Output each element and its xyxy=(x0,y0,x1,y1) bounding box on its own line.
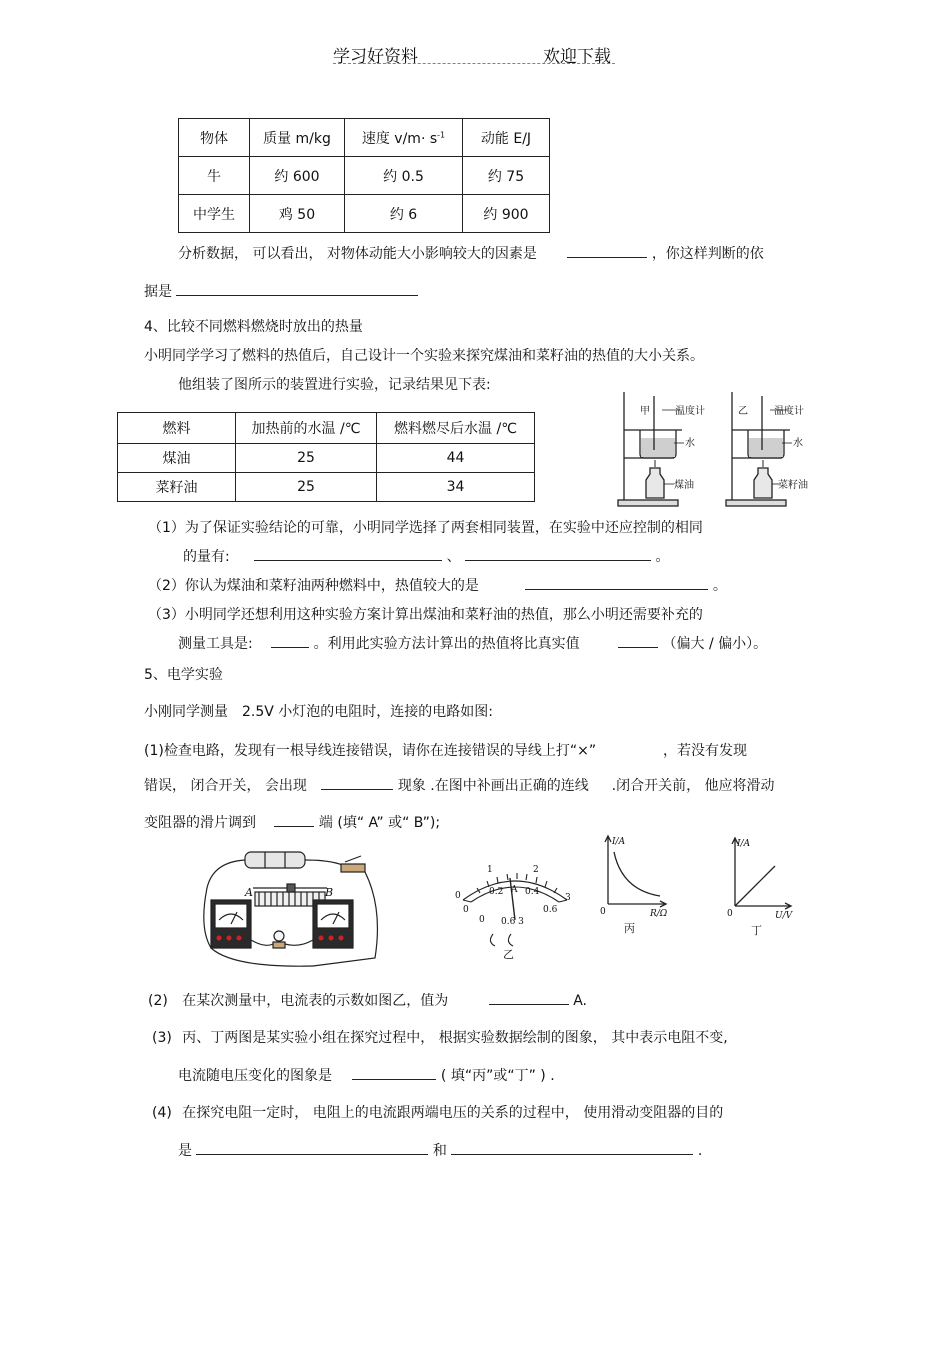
graph-ding-origin: 0 xyxy=(727,909,733,919)
answer-blank-phenomenon[interactable] xyxy=(321,775,393,790)
answer-blank-q54-b[interactable] xyxy=(451,1140,693,1155)
table1-header-object: 物体 xyxy=(179,119,250,157)
q52-num: (2) xyxy=(148,993,168,1009)
q52-end: A. xyxy=(573,993,587,1009)
q43-mid: 。利用此实验方法计算出的热值将比真实值 xyxy=(313,636,580,652)
s5p1e: .闭合开关前， 他应将滑动 xyxy=(611,778,775,794)
meter-tick-bottom-0: 0 xyxy=(463,905,469,915)
meter-tick-bottom-2: 0.4 xyxy=(525,887,540,897)
graph-bing-x-label: R/Ω xyxy=(650,909,668,919)
answer-blank-slider-end[interactable] xyxy=(274,812,314,827)
section4-title: 4、比较不同燃料燃烧时放出的热量 xyxy=(144,319,363,335)
answer-blank-q41-a[interactable] xyxy=(254,546,442,561)
analysis-line1 xyxy=(178,243,764,263)
header-right: 欢迎下载 xyxy=(543,47,611,67)
q41-label: 的量有: xyxy=(183,549,230,565)
analysis-line2 xyxy=(144,281,418,301)
section5-intro: 小刚同学测量 2.5V 小灯泡的电阻时，连接的电路如图: xyxy=(144,704,494,720)
table1-cell: 中学生 xyxy=(179,195,250,233)
s5p1a: (1)检查电路，发现有一根导线连接错误，请你在连接错误的导线上打“×” xyxy=(144,743,597,759)
graph-ding-caption: 丁 xyxy=(751,924,762,937)
graph-ding xyxy=(725,834,805,940)
meter-tick-top-1: 1 xyxy=(487,865,493,875)
q53-c: ( 填“丙”或“丁” ) . xyxy=(440,1068,555,1084)
analysis-text-a: 分析数据， 可以看出， 对物体动能大小影响较大的因素是 xyxy=(178,246,537,262)
table1-cell: 约 900 xyxy=(463,195,550,233)
question-4-1a: （1）为了保证实验结论的可靠，小明同学选择了两套相同装置，在实验中还应控制的相同 xyxy=(148,520,703,536)
s5p1d: 现象 .在图中补画出正确的连线 xyxy=(397,778,589,794)
section5-p1-line2 xyxy=(144,775,775,795)
section5-p1-line3 xyxy=(144,812,440,832)
question-4-2 xyxy=(148,575,727,595)
apparatus-fuel-left: 煤油 xyxy=(674,480,694,491)
heating-apparatus-figure xyxy=(612,388,817,510)
graph-bing-origin: 0 xyxy=(600,907,606,917)
meter-caption: 乙 xyxy=(503,948,514,960)
graph-ding-y-label: I/A xyxy=(737,839,751,849)
meter-tick-top-3: 3 xyxy=(565,893,571,903)
question-5-4a xyxy=(152,1102,723,1122)
table1-header-mass: 质量 m/kg xyxy=(250,119,345,157)
apparatus-water-right: 水 xyxy=(793,438,803,449)
q54-mid: 和 xyxy=(432,1143,447,1159)
s5p1g: 端 (填“ A” 或“ B”); xyxy=(318,815,441,831)
question-5-3a xyxy=(152,1027,728,1047)
q43-end: （偏大 / 偏小）。 xyxy=(662,636,768,652)
q53-num: (3) xyxy=(152,1030,172,1046)
q41-end: 。 xyxy=(655,549,670,565)
answer-blank-q42[interactable] xyxy=(525,575,708,590)
header-left: 学习好资料 xyxy=(333,47,418,67)
section4-intro2: 他组装了图所示的装置进行实验，记录结果见下表: xyxy=(178,377,491,393)
q53-b: 电流随电压变化的图象是 xyxy=(178,1068,332,1084)
analysis-text-b: ，你这样判断的依 xyxy=(651,246,764,262)
question-4-3a: （3）小明同学还想利用这种实验方案计算出煤油和菜籽油的热值，那么小明还需要补充的 xyxy=(148,607,703,623)
answer-blank-q43-tool[interactable] xyxy=(271,633,309,648)
kinetic-energy-table xyxy=(178,118,550,233)
q52-text: 在某次测量中，电流表的示数如图乙，值为 xyxy=(182,993,449,1009)
apparatus-water-left: 水 xyxy=(685,438,695,449)
apparatus-thermometer-right: 温度计 xyxy=(774,406,804,417)
table1-cell: 约 6 xyxy=(345,195,463,233)
apparatus-fuel-right: 菜籽油 xyxy=(778,480,808,491)
question-5-3b xyxy=(178,1065,555,1085)
fuel-table-cell: 菜籽油 xyxy=(118,473,236,502)
header-underline xyxy=(333,63,615,64)
answer-blank-q43-compare[interactable] xyxy=(618,633,658,648)
table1-header-speed-text: 速度 v/m· s xyxy=(361,130,438,147)
s5p1b: ，若没有发现 xyxy=(662,743,747,759)
meter-tick-bottom-1: 0.2 xyxy=(489,887,504,897)
question-4-3b xyxy=(178,633,767,653)
fuel-table-cell: 煤油 xyxy=(118,444,236,473)
q54-end: . xyxy=(697,1143,703,1159)
fuel-table-header: 燃料燃尽后水温 /℃ xyxy=(377,413,535,444)
section5-title: 5、电学实验 xyxy=(144,667,223,683)
fuel-table-header: 加热前的水温 /℃ xyxy=(236,413,377,444)
meter-tick-top-0: 0 xyxy=(455,891,461,901)
fuel-table-cell: 25 xyxy=(236,444,377,473)
circuit-figure xyxy=(193,848,388,970)
s5p1c: 错误， 闭合开关， 会出现 xyxy=(144,778,307,794)
answer-blank-q53[interactable] xyxy=(352,1065,436,1080)
apparatus-tag-left: 甲 xyxy=(640,406,650,417)
apparatus-thermometer-left: 温度计 xyxy=(675,406,705,417)
answer-blank-q41-b[interactable] xyxy=(465,546,651,561)
graph-bing-caption: 丙 xyxy=(624,922,635,935)
fuel-table xyxy=(117,412,535,502)
apparatus-tag-right: 乙 xyxy=(738,406,748,417)
section5-p1-line1 xyxy=(144,740,747,760)
meter-tick-top-2: 2 xyxy=(533,865,539,875)
s5p1f: 变阻器的滑片调到 xyxy=(144,815,256,831)
q43-label: 测量工具是: xyxy=(178,636,253,652)
answer-blank-q54-a[interactable] xyxy=(196,1140,428,1155)
table1-cell: 约 75 xyxy=(463,157,550,195)
meter-unit: A xyxy=(511,885,518,895)
analysis-text-c: 据是 xyxy=(144,284,172,300)
graph-bing-y-label: I/A xyxy=(612,837,626,847)
q54-text: 在探究电阻一定时， 电阻上的电流跟两端电压的关系的过程中， 使用滑动变阻器的目的 xyxy=(182,1105,724,1121)
section4-intro: 小明同学学习了燃料的热值后，自己设计一个实验来探究煤油和菜籽油的热值的大小关系。 xyxy=(144,348,704,364)
q42-text: （2）你认为煤油和菜籽油两种燃料中，热值较大的是 xyxy=(148,578,479,594)
table1-cell: 鸡 50 xyxy=(250,195,345,233)
fuel-table-header: 燃料 xyxy=(118,413,236,444)
ammeter-dial-figure xyxy=(453,862,578,960)
question-5-2 xyxy=(148,990,587,1010)
graph-ding-x-label: U/V xyxy=(775,911,793,921)
table1-cell: 约 0.5 xyxy=(345,157,463,195)
fuel-table-cell: 44 xyxy=(377,444,535,473)
answer-blank-q52[interactable] xyxy=(489,990,569,1005)
fuel-table-cell: 34 xyxy=(377,473,535,502)
graph-bing xyxy=(598,832,680,938)
table1-cell: 牛 xyxy=(179,157,250,195)
table1-header-speed xyxy=(345,119,463,157)
meter-terminals: 0.6 3 xyxy=(501,917,524,927)
q53-text: 丙、丁两图是某实验小组在探究过程中， 根据实验数据绘制的图象， 其中表示电阻不变, xyxy=(182,1030,728,1046)
table1-header-speed-sup: -1 xyxy=(437,129,446,139)
answer-blank-reason[interactable] xyxy=(176,281,418,296)
q54-num: (4) xyxy=(152,1105,172,1121)
q41-sep: 、 xyxy=(446,549,461,565)
answer-blank-factor[interactable] xyxy=(567,243,647,258)
question-5-4b xyxy=(178,1140,702,1160)
q54-b: 是 xyxy=(178,1143,192,1159)
fuel-table-cell: 25 xyxy=(236,473,377,502)
q42-end: 。 xyxy=(712,578,727,594)
meter-tick-bottom-3: 0.6 xyxy=(543,905,558,915)
table1-header-energy: 动能 E/J xyxy=(463,119,550,157)
question-4-1b xyxy=(183,546,670,566)
circuit-label-a: A xyxy=(245,886,253,899)
table1-cell: 约 600 xyxy=(250,157,345,195)
circuit-label-b: B xyxy=(325,886,334,899)
meter-terminal-ticks: 0 xyxy=(479,915,485,925)
